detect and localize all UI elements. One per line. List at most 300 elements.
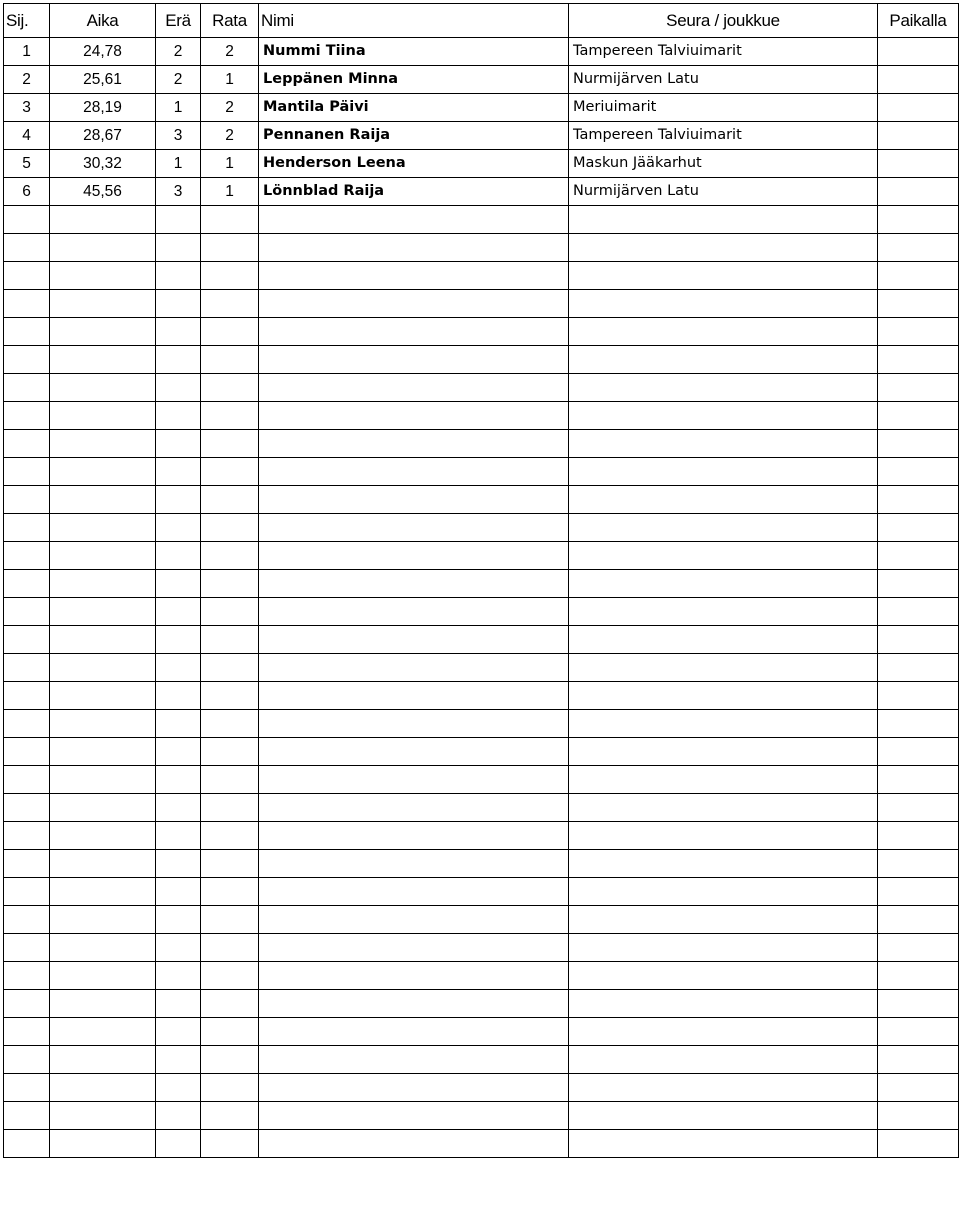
empty-cell-rata: [201, 262, 259, 290]
header-rata: Rata: [201, 4, 259, 38]
empty-cell-nimi: [259, 430, 569, 458]
empty-cell-rata: [201, 710, 259, 738]
empty-row: [4, 1074, 959, 1102]
empty-cell-nimi: [259, 766, 569, 794]
empty-cell-era: [156, 318, 201, 346]
empty-cell-rata: [201, 1046, 259, 1074]
empty-cell-era: [156, 682, 201, 710]
cell-seura: Tampereen Talviuimarit: [569, 122, 878, 150]
cell-seura: Nurmijärven Latu: [569, 66, 878, 94]
empty-cell-aika: [50, 374, 156, 402]
cell-nimi: Leppänen Minna: [259, 66, 569, 94]
empty-cell-sij: [4, 1018, 50, 1046]
empty-cell-nimi: [259, 486, 569, 514]
empty-cell-rata: [201, 766, 259, 794]
cell-paikalla: [878, 94, 959, 122]
empty-cell-sij: [4, 794, 50, 822]
empty-cell-seura: [569, 766, 878, 794]
cell-nimi: Pennanen Raija: [259, 122, 569, 150]
empty-cell-rata: [201, 1018, 259, 1046]
empty-cell-aika: [50, 626, 156, 654]
empty-row: [4, 850, 959, 878]
empty-cell-era: [156, 990, 201, 1018]
empty-cell-era: [156, 906, 201, 934]
empty-cell-sij: [4, 514, 50, 542]
empty-cell-seura: [569, 402, 878, 430]
empty-cell-rata: [201, 346, 259, 374]
empty-cell-nimi: [259, 738, 569, 766]
empty-cell-paikalla: [878, 374, 959, 402]
cell-aika: 28,67: [50, 122, 156, 150]
empty-cell-seura: [569, 654, 878, 682]
empty-cell-aika: [50, 514, 156, 542]
empty-cell-paikalla: [878, 486, 959, 514]
empty-cell-sij: [4, 430, 50, 458]
empty-row: [4, 710, 959, 738]
empty-cell-seura: [569, 1046, 878, 1074]
empty-row: [4, 906, 959, 934]
cell-seura: Maskun Jääkarhut: [569, 150, 878, 178]
cell-era: 1: [156, 150, 201, 178]
empty-cell-sij: [4, 822, 50, 850]
empty-cell-seura: [569, 514, 878, 542]
empty-cell-aika: [50, 290, 156, 318]
empty-cell-rata: [201, 598, 259, 626]
cell-aika: 25,61: [50, 66, 156, 94]
cell-rata: 2: [201, 38, 259, 66]
table-row: [4, 66, 959, 94]
empty-cell-nimi: [259, 318, 569, 346]
empty-cell-sij: [4, 710, 50, 738]
empty-cell-sij: [4, 1046, 50, 1074]
empty-cell-nimi: [259, 1046, 569, 1074]
empty-cell-era: [156, 598, 201, 626]
cell-rata: 1: [201, 150, 259, 178]
empty-cell-rata: [201, 1102, 259, 1130]
empty-cell-sij: [4, 878, 50, 906]
empty-cell-aika: [50, 570, 156, 598]
empty-cell-rata: [201, 234, 259, 262]
empty-cell-nimi: [259, 290, 569, 318]
empty-cell-paikalla: [878, 262, 959, 290]
cell-nimi: Henderson Leena: [259, 150, 569, 178]
empty-cell-paikalla: [878, 738, 959, 766]
empty-cell-sij: [4, 682, 50, 710]
table-row: [4, 38, 959, 66]
empty-cell-paikalla: [878, 206, 959, 234]
empty-row: [4, 458, 959, 486]
empty-cell-rata: [201, 654, 259, 682]
empty-cell-sij: [4, 1102, 50, 1130]
header-nimi: Nimi: [259, 4, 569, 38]
empty-cell-seura: [569, 374, 878, 402]
empty-cell-seura: [569, 542, 878, 570]
empty-cell-paikalla: [878, 1018, 959, 1046]
empty-cell-paikalla: [878, 346, 959, 374]
empty-cell-seura: [569, 234, 878, 262]
empty-cell-paikalla: [878, 990, 959, 1018]
empty-cell-era: [156, 346, 201, 374]
cell-paikalla: [878, 178, 959, 206]
empty-cell-seura: [569, 206, 878, 234]
empty-cell-nimi: [259, 1130, 569, 1158]
empty-row: [4, 682, 959, 710]
empty-cell-era: [156, 1074, 201, 1102]
empty-cell-seura: [569, 1074, 878, 1102]
table-row: [4, 122, 959, 150]
empty-cell-rata: [201, 934, 259, 962]
empty-cell-nimi: [259, 1018, 569, 1046]
empty-cell-era: [156, 206, 201, 234]
empty-row: [4, 794, 959, 822]
empty-cell-sij: [4, 262, 50, 290]
empty-cell-rata: [201, 682, 259, 710]
empty-cell-aika: [50, 430, 156, 458]
cell-aika: 28,19: [50, 94, 156, 122]
empty-cell-paikalla: [878, 682, 959, 710]
empty-row: [4, 570, 959, 598]
cell-sij: 2: [4, 66, 50, 94]
empty-cell-nimi: [259, 962, 569, 990]
empty-cell-aika: [50, 1130, 156, 1158]
empty-cell-nimi: [259, 570, 569, 598]
empty-cell-sij: [4, 598, 50, 626]
empty-cell-rata: [201, 430, 259, 458]
empty-cell-rata: [201, 1130, 259, 1158]
empty-cell-sij: [4, 234, 50, 262]
empty-cell-sij: [4, 290, 50, 318]
empty-cell-rata: [201, 374, 259, 402]
empty-cell-nimi: [259, 990, 569, 1018]
empty-cell-aika: [50, 262, 156, 290]
empty-cell-nimi: [259, 654, 569, 682]
empty-cell-aika: [50, 822, 156, 850]
empty-cell-paikalla: [878, 430, 959, 458]
empty-cell-era: [156, 654, 201, 682]
cell-sij: 4: [4, 122, 50, 150]
empty-cell-nimi: [259, 822, 569, 850]
cell-nimi: Mantila Päivi: [259, 94, 569, 122]
empty-cell-aika: [50, 346, 156, 374]
empty-cell-seura: [569, 1102, 878, 1130]
empty-cell-sij: [4, 738, 50, 766]
cell-aika: 24,78: [50, 38, 156, 66]
empty-cell-era: [156, 1018, 201, 1046]
cell-nimi: Nummi Tiina: [259, 38, 569, 66]
empty-cell-sij: [4, 850, 50, 878]
empty-cell-nimi: [259, 262, 569, 290]
empty-row: [4, 206, 959, 234]
empty-cell-era: [156, 374, 201, 402]
empty-cell-seura: [569, 878, 878, 906]
empty-cell-aika: [50, 542, 156, 570]
empty-cell-paikalla: [878, 906, 959, 934]
empty-cell-sij: [4, 766, 50, 794]
empty-cell-era: [156, 710, 201, 738]
empty-cell-rata: [201, 318, 259, 346]
empty-cell-sij: [4, 990, 50, 1018]
empty-cell-sij: [4, 542, 50, 570]
empty-cell-era: [156, 430, 201, 458]
empty-cell-seura: [569, 738, 878, 766]
empty-cell-seura: [569, 430, 878, 458]
empty-cell-sij: [4, 346, 50, 374]
cell-aika: 30,32: [50, 150, 156, 178]
empty-cell-aika: [50, 1046, 156, 1074]
cell-sij: 1: [4, 38, 50, 66]
empty-cell-sij: [4, 906, 50, 934]
empty-cell-era: [156, 570, 201, 598]
empty-cell-nimi: [259, 1074, 569, 1102]
empty-cell-era: [156, 1130, 201, 1158]
empty-row: [4, 290, 959, 318]
empty-row: [4, 878, 959, 906]
empty-cell-era: [156, 794, 201, 822]
empty-cell-paikalla: [878, 1074, 959, 1102]
empty-cell-seura: [569, 262, 878, 290]
empty-cell-seura: [569, 1130, 878, 1158]
empty-cell-paikalla: [878, 878, 959, 906]
empty-cell-rata: [201, 570, 259, 598]
empty-cell-sij: [4, 458, 50, 486]
empty-cell-sij: [4, 402, 50, 430]
empty-cell-nimi: [259, 598, 569, 626]
empty-cell-rata: [201, 402, 259, 430]
empty-cell-aika: [50, 486, 156, 514]
empty-row: [4, 318, 959, 346]
empty-cell-rata: [201, 794, 259, 822]
empty-cell-paikalla: [878, 290, 959, 318]
empty-cell-paikalla: [878, 822, 959, 850]
empty-cell-rata: [201, 738, 259, 766]
empty-cell-nimi: [259, 542, 569, 570]
empty-cell-paikalla: [878, 458, 959, 486]
empty-cell-rata: [201, 626, 259, 654]
header-seura: Seura / joukkue: [569, 4, 878, 38]
empty-cell-era: [156, 878, 201, 906]
empty-cell-aika: [50, 318, 156, 346]
empty-cell-sij: [4, 206, 50, 234]
cell-era: 1: [156, 94, 201, 122]
cell-era: 2: [156, 66, 201, 94]
empty-cell-seura: [569, 626, 878, 654]
empty-cell-paikalla: [878, 570, 959, 598]
header-sij: Sij.: [4, 4, 50, 38]
empty-cell-seura: [569, 850, 878, 878]
empty-cell-era: [156, 542, 201, 570]
empty-cell-paikalla: [878, 234, 959, 262]
empty-row: [4, 346, 959, 374]
empty-cell-aika: [50, 1102, 156, 1130]
empty-row: [4, 934, 959, 962]
empty-row: [4, 1130, 959, 1158]
empty-cell-seura: [569, 458, 878, 486]
empty-cell-era: [156, 458, 201, 486]
empty-cell-seura: [569, 906, 878, 934]
empty-cell-era: [156, 738, 201, 766]
empty-cell-rata: [201, 206, 259, 234]
empty-row: [4, 262, 959, 290]
empty-cell-nimi: [259, 906, 569, 934]
empty-row: [4, 486, 959, 514]
empty-cell-sij: [4, 486, 50, 514]
empty-cell-nimi: [259, 458, 569, 486]
empty-row: [4, 374, 959, 402]
empty-cell-sij: [4, 374, 50, 402]
empty-cell-paikalla: [878, 710, 959, 738]
empty-cell-nimi: [259, 710, 569, 738]
empty-row: [4, 766, 959, 794]
empty-cell-aika: [50, 1018, 156, 1046]
empty-cell-nimi: [259, 934, 569, 962]
empty-cell-paikalla: [878, 1130, 959, 1158]
empty-cell-seura: [569, 990, 878, 1018]
empty-cell-paikalla: [878, 1046, 959, 1074]
empty-row: [4, 822, 959, 850]
empty-cell-nimi: [259, 514, 569, 542]
results-table: [3, 3, 959, 1158]
empty-row: [4, 1046, 959, 1074]
empty-cell-nimi: [259, 626, 569, 654]
empty-cell-rata: [201, 962, 259, 990]
empty-cell-era: [156, 402, 201, 430]
empty-cell-nimi: [259, 850, 569, 878]
empty-cell-seura: [569, 570, 878, 598]
empty-cell-seura: [569, 486, 878, 514]
empty-cell-seura: [569, 962, 878, 990]
empty-cell-era: [156, 626, 201, 654]
empty-cell-aika: [50, 934, 156, 962]
empty-cell-seura: [569, 822, 878, 850]
empty-cell-rata: [201, 514, 259, 542]
empty-cell-sij: [4, 1130, 50, 1158]
empty-cell-rata: [201, 542, 259, 570]
empty-cell-aika: [50, 794, 156, 822]
empty-cell-aika: [50, 1074, 156, 1102]
empty-cell-era: [156, 934, 201, 962]
empty-cell-seura: [569, 346, 878, 374]
empty-row: [4, 542, 959, 570]
empty-cell-sij: [4, 654, 50, 682]
cell-rata: 2: [201, 122, 259, 150]
empty-cell-era: [156, 486, 201, 514]
empty-cell-rata: [201, 290, 259, 318]
cell-sij: 3: [4, 94, 50, 122]
empty-cell-aika: [50, 710, 156, 738]
empty-row: [4, 654, 959, 682]
cell-seura: Tampereen Talviuimarit: [569, 38, 878, 66]
empty-cell-paikalla: [878, 598, 959, 626]
empty-cell-era: [156, 766, 201, 794]
cell-paikalla: [878, 150, 959, 178]
empty-row: [4, 1018, 959, 1046]
empty-row: [4, 234, 959, 262]
empty-row: [4, 1102, 959, 1130]
cell-aika: 45,56: [50, 178, 156, 206]
empty-cell-paikalla: [878, 794, 959, 822]
empty-cell-paikalla: [878, 766, 959, 794]
empty-cell-aika: [50, 738, 156, 766]
empty-row: [4, 598, 959, 626]
empty-cell-paikalla: [878, 654, 959, 682]
empty-cell-era: [156, 1046, 201, 1074]
empty-cell-aika: [50, 206, 156, 234]
empty-cell-era: [156, 514, 201, 542]
empty-cell-nimi: [259, 402, 569, 430]
empty-cell-seura: [569, 598, 878, 626]
empty-cell-nimi: [259, 374, 569, 402]
empty-cell-paikalla: [878, 934, 959, 962]
empty-cell-nimi: [259, 794, 569, 822]
empty-cell-aika: [50, 962, 156, 990]
cell-paikalla: [878, 66, 959, 94]
empty-cell-era: [156, 822, 201, 850]
cell-sij: 5: [4, 150, 50, 178]
empty-cell-rata: [201, 486, 259, 514]
empty-cell-seura: [569, 934, 878, 962]
empty-cell-nimi: [259, 878, 569, 906]
empty-row: [4, 430, 959, 458]
empty-row: [4, 962, 959, 990]
table-row: [4, 94, 959, 122]
empty-cell-rata: [201, 1074, 259, 1102]
empty-cell-rata: [201, 850, 259, 878]
empty-cell-aika: [50, 654, 156, 682]
empty-cell-nimi: [259, 346, 569, 374]
empty-cell-rata: [201, 906, 259, 934]
cell-seura: Nurmijärven Latu: [569, 178, 878, 206]
empty-cell-paikalla: [878, 962, 959, 990]
empty-cell-paikalla: [878, 402, 959, 430]
header-era: Erä: [156, 4, 201, 38]
table-header: [4, 4, 959, 38]
header-paikalla: Paikalla: [878, 4, 959, 38]
empty-row: [4, 402, 959, 430]
empty-cell-seura: [569, 794, 878, 822]
empty-cell-aika: [50, 234, 156, 262]
cell-nimi: Lönnblad Raija: [259, 178, 569, 206]
cell-rata: 1: [201, 178, 259, 206]
cell-sij: 6: [4, 178, 50, 206]
empty-cell-aika: [50, 906, 156, 934]
empty-cell-nimi: [259, 234, 569, 262]
empty-cell-seura: [569, 318, 878, 346]
empty-cell-seura: [569, 290, 878, 318]
empty-cell-aika: [50, 766, 156, 794]
cell-rata: 2: [201, 94, 259, 122]
empty-cell-seura: [569, 1018, 878, 1046]
empty-cell-rata: [201, 458, 259, 486]
empty-cell-rata: [201, 990, 259, 1018]
empty-cell-rata: [201, 878, 259, 906]
table-row: [4, 150, 959, 178]
cell-seura: Meriuimarit: [569, 94, 878, 122]
empty-cell-paikalla: [878, 542, 959, 570]
empty-cell-sij: [4, 626, 50, 654]
empty-cell-paikalla: [878, 1102, 959, 1130]
empty-cell-aika: [50, 990, 156, 1018]
empty-cell-nimi: [259, 682, 569, 710]
empty-cell-seura: [569, 710, 878, 738]
empty-cell-aika: [50, 878, 156, 906]
empty-cell-paikalla: [878, 850, 959, 878]
empty-cell-paikalla: [878, 626, 959, 654]
empty-cell-era: [156, 850, 201, 878]
cell-paikalla: [878, 38, 959, 66]
empty-cell-aika: [50, 682, 156, 710]
empty-cell-era: [156, 262, 201, 290]
table-row: [4, 178, 959, 206]
